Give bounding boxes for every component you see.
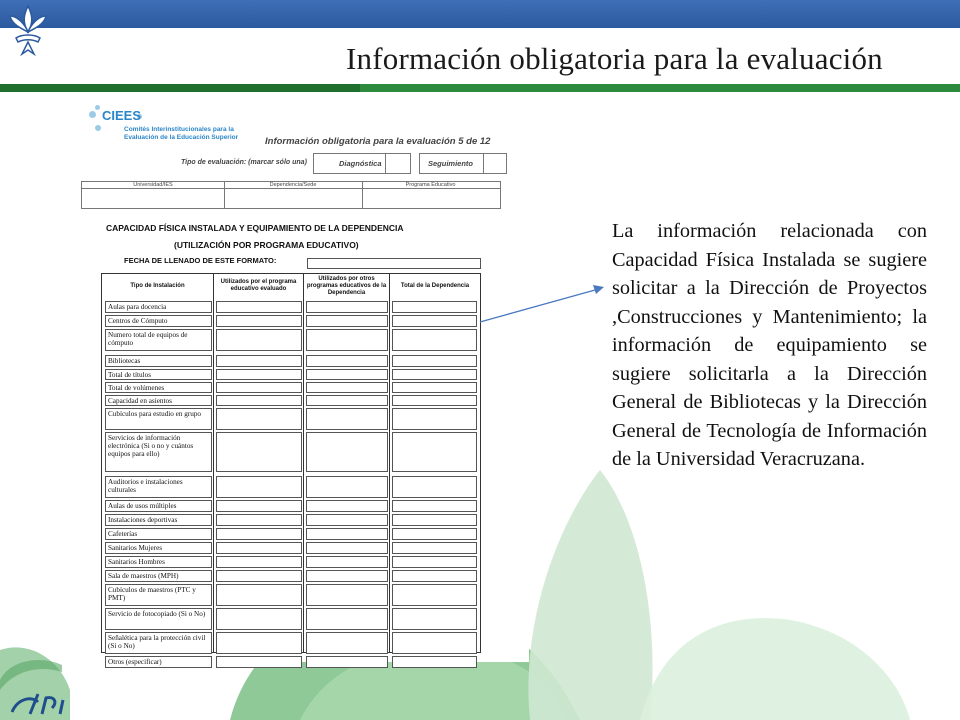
- table-row: [102, 408, 480, 430]
- table-row: [102, 432, 480, 472]
- row-input-cell[interactable]: [306, 514, 388, 526]
- row-input-cell[interactable]: [216, 382, 302, 393]
- row-label: Otros (especificar): [105, 656, 212, 668]
- table-row: [102, 584, 480, 606]
- evaluation-type-label: Tipo de evaluación: (marcar sólo una): [181, 159, 307, 166]
- row-input-cell[interactable]: [306, 632, 388, 654]
- row-input-cell[interactable]: [392, 395, 477, 406]
- row-input-cell[interactable]: [216, 329, 302, 351]
- row-input-cell[interactable]: [306, 584, 388, 606]
- row-input-cell[interactable]: [216, 355, 302, 367]
- row-label: Cubículos para estudio en grupo: [105, 408, 212, 430]
- row-input-cell[interactable]: [216, 632, 302, 654]
- table-row: [102, 301, 480, 313]
- col-dependencia: Dependencia/Sede: [224, 182, 363, 208]
- row-input-cell[interactable]: [392, 408, 477, 430]
- header-total: Total de la Dependencia: [400, 282, 470, 289]
- row-input-cell[interactable]: [392, 584, 477, 606]
- row-input-cell[interactable]: [392, 315, 477, 327]
- table-row: [102, 570, 480, 582]
- table-row: [102, 329, 480, 351]
- header-tipo: Tipo de Instalación: [130, 282, 185, 289]
- row-input-cell[interactable]: [392, 500, 477, 512]
- row-input-cell[interactable]: [306, 369, 388, 380]
- top-banner: [0, 0, 960, 28]
- dpi-logo: [8, 688, 68, 718]
- row-label: Total de títulos: [105, 369, 212, 380]
- row-label: Auditorios e instalaciones culturales: [105, 476, 212, 498]
- row-label: Sanitarios Hombres: [105, 556, 212, 568]
- row-input-cell[interactable]: [392, 632, 477, 654]
- row-label: Servicio de fotocopiado (Si o No): [105, 608, 212, 630]
- table-row: [102, 369, 480, 380]
- table-row: [102, 514, 480, 526]
- form-document-image: [69, 93, 529, 666]
- table-row: [102, 632, 480, 654]
- diagnostica-option[interactable]: Diagnóstica: [313, 153, 411, 174]
- row-input-cell[interactable]: [392, 542, 477, 554]
- row-label: Centros de Cómputo: [105, 315, 212, 327]
- section-subheading: (UTILIZACIÓN POR PROGRAMA EDUCATIVO): [174, 240, 359, 250]
- row-input-cell[interactable]: [306, 301, 388, 313]
- table-row: [102, 542, 480, 554]
- row-label: Sala de maestros (MPH): [105, 570, 212, 582]
- ciees-name: CIEES: [102, 108, 142, 123]
- row-input-cell[interactable]: [392, 528, 477, 540]
- row-input-cell[interactable]: [392, 476, 477, 498]
- row-input-cell[interactable]: [216, 656, 302, 668]
- table-row: [102, 476, 480, 498]
- row-label: Instalaciones deportivas: [105, 514, 212, 526]
- header-programa: Utilizados por el programa educativo evaluado: [220, 279, 297, 292]
- row-label: Total de volúmenes: [105, 382, 212, 393]
- row-label: Señalética para la protección civil (Si o No): [105, 632, 212, 654]
- table-row: [102, 315, 480, 327]
- row-input-cell[interactable]: [306, 432, 388, 472]
- row-label: Capacidad en asientos: [105, 395, 212, 406]
- row-label: Numero total de equipos de cómputo: [105, 329, 212, 351]
- row-input-cell[interactable]: [216, 584, 302, 606]
- table-row: [102, 528, 480, 540]
- row-input-cell[interactable]: [306, 408, 388, 430]
- section-heading: CAPACIDAD FÍSICA INSTALADA Y EQUIPAMIENTO DE LA DEPENDENCIA: [106, 223, 404, 233]
- table-row: [102, 355, 480, 367]
- row-input-cell[interactable]: [392, 382, 477, 393]
- row-input-cell[interactable]: [216, 514, 302, 526]
- row-label: Servicios de información electrónica (Si o no y cuántos equipos para ello): [105, 432, 212, 472]
- row-input-cell[interactable]: [306, 570, 388, 582]
- seguimiento-option[interactable]: Seguimiento: [419, 153, 507, 174]
- row-input-cell[interactable]: [216, 315, 302, 327]
- row-input-cell[interactable]: [216, 528, 302, 540]
- row-input-cell[interactable]: [306, 500, 388, 512]
- row-input-cell[interactable]: [216, 570, 302, 582]
- header-otros: Utilizados por otros programas educativos de la Dependencia: [306, 275, 387, 296]
- col-universidad: Universidad/IES: [82, 182, 225, 208]
- row-input-cell[interactable]: [306, 556, 388, 568]
- row-input-cell[interactable]: [216, 408, 302, 430]
- col-programa: Programa Educativo: [405, 182, 456, 188]
- row-input-cell[interactable]: [216, 432, 302, 472]
- table-row: [102, 382, 480, 393]
- row-input-cell[interactable]: [216, 542, 302, 554]
- row-input-cell[interactable]: [306, 395, 388, 406]
- table-row: [102, 608, 480, 630]
- deco-leaf-right-2: [640, 618, 910, 720]
- row-input-cell[interactable]: [216, 476, 302, 498]
- title-underline: [0, 84, 960, 92]
- row-input-cell[interactable]: [392, 570, 477, 582]
- row-input-cell[interactable]: [216, 301, 302, 313]
- row-input-cell[interactable]: [216, 608, 302, 630]
- table-row: [102, 500, 480, 512]
- row-input-cell[interactable]: [306, 476, 388, 498]
- table-row: [102, 656, 480, 668]
- row-input-cell[interactable]: [306, 329, 388, 351]
- row-input-cell[interactable]: [216, 556, 302, 568]
- row-input-cell[interactable]: [392, 608, 477, 630]
- row-input-cell[interactable]: [306, 315, 388, 327]
- row-input-cell[interactable]: [392, 329, 477, 351]
- row-input-cell[interactable]: [392, 432, 477, 472]
- row-input-cell[interactable]: [306, 528, 388, 540]
- institution-info-table: [81, 181, 501, 209]
- row-input-cell[interactable]: [216, 395, 302, 406]
- row-input-cell[interactable]: [392, 355, 477, 367]
- row-label: Bibliotecas: [105, 355, 212, 367]
- document-title: Información obligatoria para la evaluación 5 de 12: [265, 136, 491, 147]
- row-input-cell[interactable]: [392, 369, 477, 380]
- page-title: Información obligatoria para la evaluación: [346, 41, 883, 76]
- table-row: [102, 556, 480, 568]
- row-input-cell[interactable]: [216, 369, 302, 380]
- row-input-cell[interactable]: [216, 500, 302, 512]
- row-label: Sanitarios Mujeres: [105, 542, 212, 554]
- row-input-cell[interactable]: [306, 608, 388, 630]
- row-input-cell[interactable]: [392, 556, 477, 568]
- row-input-cell[interactable]: [306, 542, 388, 554]
- explanation-text: La información relacionada con Capacidad Física Instalada se sugiere solicitar a la Dirección de Proyectos ,Construcciones y Mantenimiento; la información de equipamiento se sugiere solicitarla a la Dirección General de Bibliotecas y la Dirección General de Tecnología de Información de la Universidad Veracruzana.: [612, 220, 927, 470]
- row-input-cell[interactable]: [306, 382, 388, 393]
- capacity-table: [101, 273, 481, 666]
- ciees-fullname: Comités Interinstitucionales para la Evaluación de la Educación Superior: [124, 126, 239, 141]
- row-label: Cubículos de maestros (PTC y PMT): [105, 584, 212, 606]
- row-label: Cafeterías: [105, 528, 212, 540]
- fecha-label: FECHA DE LLENADO DE ESTE FORMATO:: [124, 256, 277, 265]
- row-input-cell[interactable]: [306, 656, 388, 668]
- row-label: Aulas de usos múltiples: [105, 500, 212, 512]
- row-input-cell[interactable]: [392, 514, 477, 526]
- row-input-cell[interactable]: [392, 656, 477, 668]
- row-input-cell[interactable]: [306, 355, 388, 367]
- table-row: [102, 395, 480, 406]
- deco-leaf-right: [528, 470, 652, 720]
- fecha-input[interactable]: [307, 258, 481, 269]
- row-label: Aulas para docencia: [105, 301, 212, 313]
- uv-flower-logo-icon: [4, 2, 52, 58]
- row-input-cell[interactable]: [392, 301, 477, 313]
